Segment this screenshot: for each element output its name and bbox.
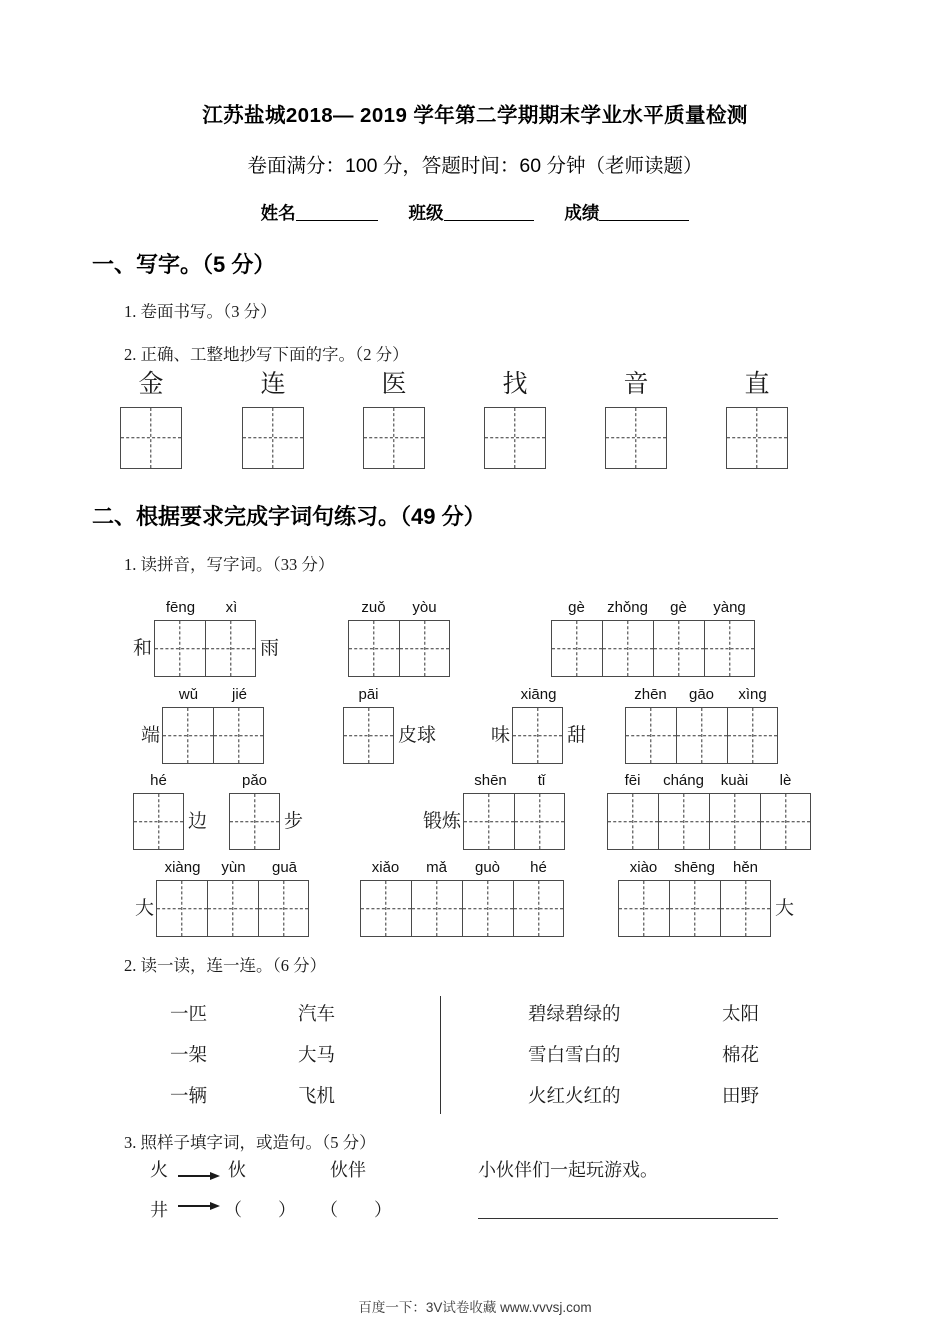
writing-grid-box[interactable]	[512, 707, 563, 764]
pinyin-syllable: yàng	[713, 599, 746, 616]
writing-grid-group[interactable]	[618, 880, 771, 937]
writing-grid-box[interactable]	[463, 793, 514, 850]
writing-grid-box[interactable]	[514, 793, 565, 850]
writing-grid-box[interactable]	[399, 620, 450, 677]
pinyin-syllable: hěn	[732, 859, 759, 876]
match-item[interactable]: 一匹	[170, 1005, 208, 1025]
pinyin-syllable: xì	[225, 599, 238, 616]
arrow-right-icon	[176, 1166, 224, 1182]
copy-character-cell	[605, 372, 667, 469]
pinyin-syllable: xiǎo	[371, 859, 400, 876]
example-sentence: 小伙伴们一起玩游戏。	[478, 1160, 658, 1180]
writing-grid-box[interactable]	[618, 880, 669, 937]
class-blank[interactable]	[444, 206, 534, 221]
pinyin-group	[133, 773, 207, 850]
writing-grid-box[interactable]	[213, 707, 264, 764]
writing-grid-group[interactable]	[156, 880, 309, 937]
pinyin-syllable: gāo	[688, 686, 715, 703]
answer-blank-2[interactable]: （ ）	[320, 1200, 392, 1220]
pinyin-syllable: xìng	[738, 686, 767, 703]
writing-grid-group[interactable]	[551, 620, 755, 677]
class-label: 班级	[408, 203, 444, 223]
score-blank[interactable]	[599, 206, 689, 221]
match-item[interactable]: 汽车	[298, 1005, 336, 1025]
pinyin-group	[141, 686, 265, 764]
writing-grid-group[interactable]	[463, 793, 565, 850]
section-1-item-1: 1. 卷面书写。（3 分）	[124, 302, 277, 321]
section-2-item-2: 2. 读一读，连一连。（6 分）	[124, 956, 327, 975]
pinyin-group	[625, 687, 778, 764]
writing-grid-box[interactable]	[162, 707, 213, 764]
pinyin-labels	[465, 773, 567, 791]
answer-base-char: 井	[150, 1200, 168, 1220]
pinyin-syllable: cháng	[663, 772, 704, 789]
pinyin-group	[491, 686, 587, 764]
context-char-left: 大	[135, 898, 155, 919]
exam-subtitle: 卷面满分：100 分，答题时间：60 分钟（老师读题）	[247, 155, 703, 177]
pinyin-group	[135, 859, 310, 937]
match-item[interactable]: 飞机	[298, 1087, 336, 1107]
writing-grid-box[interactable]	[704, 620, 755, 677]
pinyin-answer-line	[348, 620, 450, 677]
pinyin-syllable: zhǒng	[607, 599, 648, 616]
pinyin-answer-line	[618, 880, 794, 937]
pinyin-syllable: tǐ	[537, 772, 546, 789]
writing-grid-box[interactable]	[343, 707, 394, 764]
match-item[interactable]: 田野	[722, 1087, 760, 1107]
pinyin-group	[229, 773, 303, 850]
context-char-left: 端	[141, 725, 161, 746]
writing-grid-group[interactable]	[343, 707, 394, 764]
pinyin-labels	[551, 600, 755, 618]
name-field[interactable]	[261, 200, 378, 225]
match-right-column-a	[528, 995, 621, 1118]
writing-grid-box[interactable]	[551, 620, 602, 677]
context-char-left: 和	[133, 638, 153, 659]
matching-divider	[440, 996, 441, 1114]
match-item[interactable]: 雪白雪白的	[528, 1046, 621, 1066]
page-footer: 百度一下：3V试卷收藏 www.vvvsj.com	[358, 1300, 592, 1315]
writing-grid-group[interactable]	[512, 707, 563, 764]
pinyin-answer-line	[491, 707, 587, 764]
context-char-left: 味	[491, 725, 511, 746]
pinyin-labels	[343, 687, 436, 705]
match-item[interactable]: 棉花	[722, 1046, 760, 1066]
writing-grid-box[interactable]	[658, 793, 709, 850]
match-left-column-a	[170, 995, 207, 1118]
writing-grid-group[interactable]	[162, 707, 264, 764]
pinyin-labels	[163, 687, 265, 705]
pinyin-syllable: kuài	[720, 772, 749, 789]
name-blank[interactable]	[296, 206, 378, 221]
page-title: 江苏盐城2018— 2019 学年第二学期期末学业水平质量检测	[202, 104, 748, 127]
pinyin-syllable: fēi	[624, 772, 641, 789]
pinyin-labels	[360, 860, 564, 878]
copy-character-glyph: 找	[502, 371, 528, 398]
match-item[interactable]: 一架	[170, 1046, 208, 1066]
writing-grid-box[interactable]	[607, 793, 658, 850]
writing-grid-box[interactable]	[348, 620, 399, 677]
context-char-right: 皮球	[398, 725, 437, 746]
pinyin-answer-line	[133, 620, 280, 677]
pinyin-syllable: gè	[670, 599, 687, 616]
context-char-right: 雨	[260, 638, 280, 659]
section-2-item-3: 3. 照样子填字词，或造句。（5 分）	[124, 1133, 376, 1152]
pinyin-labels	[625, 687, 778, 705]
match-left-column-b	[298, 995, 335, 1118]
pinyin-syllable: gè	[568, 599, 585, 616]
copy-character-cell	[726, 372, 788, 469]
pinyin-syllable: guò	[474, 859, 501, 876]
pinyin-syllable: mǎ	[426, 859, 447, 876]
pinyin-syllable: zuǒ	[361, 599, 386, 616]
writing-grid-group[interactable]	[154, 620, 256, 677]
writing-grid-group[interactable]	[348, 620, 450, 677]
section-1-item-2: 2. 正确、工整地抄写下面的字。（2 分）	[124, 345, 409, 364]
pinyin-answer-line	[343, 707, 436, 764]
pinyin-syllable: wǔ	[178, 686, 199, 703]
pinyin-answer-line	[229, 793, 303, 850]
context-char-right: 大	[775, 898, 795, 919]
writing-grid-box[interactable]	[484, 407, 546, 469]
sentence-answer-line[interactable]	[478, 1218, 778, 1219]
matching-exercise	[0, 995, 950, 1120]
answer-blank-1[interactable]: （ ）	[224, 1200, 296, 1220]
class-field[interactable]	[409, 200, 534, 225]
pinyin-answer-line	[625, 707, 778, 764]
writing-grid-box[interactable]	[363, 407, 425, 469]
writing-grid-box[interactable]	[207, 880, 258, 937]
writing-grid-box[interactable]	[205, 620, 256, 677]
writing-grid-box[interactable]	[360, 880, 411, 937]
pinyin-labels	[607, 773, 811, 791]
section-2-heading: 二、根据要求完成字词句练习。（49 分）	[92, 504, 486, 529]
pinyin-syllable: pāi	[358, 686, 379, 703]
pinyin-group	[348, 600, 450, 677]
context-char-right: 步	[284, 811, 304, 832]
writing-grid-box[interactable]	[605, 407, 667, 469]
writing-grid-box[interactable]	[727, 707, 778, 764]
pinyin-syllable: hé	[530, 859, 547, 876]
writing-grid-box[interactable]	[726, 407, 788, 469]
writing-grid-box[interactable]	[120, 407, 182, 469]
copy-character-cell	[242, 372, 304, 469]
context-char-right: 边	[188, 811, 208, 832]
copy-character-glyph: 音	[623, 371, 649, 398]
pinyin-syllable: yòu	[412, 599, 437, 616]
pinyin-answer-line	[141, 707, 265, 764]
writing-grid-group[interactable]	[625, 707, 778, 764]
section-1-heading: 一、写字。（5 分）	[92, 252, 276, 277]
pinyin-answer-line	[551, 620, 755, 677]
example-base-char: 火	[150, 1160, 168, 1180]
writing-grid-box[interactable]	[154, 620, 205, 677]
pinyin-group	[360, 860, 564, 937]
pinyin-labels	[229, 773, 303, 791]
writing-grid-box[interactable]	[720, 880, 771, 937]
pinyin-group	[133, 599, 280, 677]
writing-grid-box[interactable]	[602, 620, 653, 677]
pinyin-syllable: pǎo	[241, 772, 268, 789]
writing-grid-box[interactable]	[411, 880, 462, 937]
score-label: 成绩	[564, 203, 600, 223]
pinyin-syllable: yùn	[221, 859, 246, 876]
pinyin-labels	[618, 860, 794, 878]
copy-character-cell	[363, 372, 425, 469]
pinyin-syllable: hé	[150, 772, 167, 789]
writing-grid-box[interactable]	[625, 707, 676, 764]
context-char-left: 锻炼	[423, 811, 462, 832]
student-info-line	[0, 200, 950, 225]
writing-grid-group[interactable]	[607, 793, 811, 850]
match-item[interactable]: 太阳	[722, 1005, 760, 1025]
pinyin-syllable: xiào	[629, 859, 658, 876]
pinyin-labels	[157, 860, 310, 878]
pinyin-syllable: xiàng	[164, 859, 201, 876]
pinyin-labels	[155, 600, 279, 618]
writing-grid-group[interactable]	[229, 793, 280, 850]
match-item[interactable]: 一辆	[170, 1087, 208, 1107]
writing-grid-box[interactable]	[156, 880, 207, 937]
writing-grid-box[interactable]	[242, 407, 304, 469]
match-item[interactable]: 大马	[298, 1046, 336, 1066]
copy-character-glyph: 金	[138, 371, 164, 398]
writing-grid-box[interactable]	[669, 880, 720, 937]
copy-character-glyph: 连	[260, 371, 286, 398]
pinyin-group	[551, 600, 755, 677]
pinyin-answer-line	[133, 793, 207, 850]
writing-grid-box[interactable]	[709, 793, 760, 850]
pinyin-answer-line	[607, 793, 811, 850]
pinyin-labels	[348, 600, 450, 618]
pinyin-group	[423, 772, 567, 850]
pinyin-labels	[513, 687, 586, 705]
match-item[interactable]: 火红火红的	[528, 1087, 621, 1107]
pinyin-syllable: lè	[779, 772, 792, 789]
writing-grid-box[interactable]	[676, 707, 727, 764]
writing-grid-box[interactable]	[653, 620, 704, 677]
section-2-item-1: 1. 读拼音，写字词。（33 分）	[124, 555, 335, 574]
pinyin-answer-line	[135, 880, 310, 937]
match-item[interactable]: 碧绿碧绿的	[528, 1005, 621, 1025]
pinyin-syllable: xiāng	[520, 686, 557, 703]
writing-grid-box[interactable]	[760, 793, 811, 850]
writing-grid-box[interactable]	[133, 793, 184, 850]
match-right-column-b	[722, 995, 759, 1118]
example-result-char: 伙	[228, 1160, 246, 1180]
copy-character-cell	[120, 372, 182, 469]
writing-grid-box[interactable]	[229, 793, 280, 850]
writing-grid-box[interactable]	[258, 880, 309, 937]
pinyin-answer-line	[423, 793, 567, 850]
copy-character-glyph: 医	[381, 371, 407, 398]
pinyin-answer-line	[360, 880, 564, 937]
pinyin-group	[618, 860, 794, 937]
pinyin-syllable: zhēn	[634, 686, 667, 703]
pinyin-syllable: jié	[231, 686, 247, 703]
pinyin-group	[343, 687, 436, 764]
writing-grid-box[interactable]	[513, 880, 564, 937]
writing-grid-box[interactable]	[462, 880, 513, 937]
pinyin-syllable: fēng	[165, 599, 196, 616]
copy-character-glyph: 直	[744, 371, 770, 398]
pinyin-syllable: guā	[271, 859, 298, 876]
arrow-right-icon-2	[176, 1198, 224, 1214]
writing-grid-group[interactable]	[133, 793, 184, 850]
writing-grid-group[interactable]	[360, 880, 564, 937]
pinyin-group	[607, 773, 811, 850]
context-char-right: 甜	[567, 725, 587, 746]
copy-character-cell	[484, 372, 546, 469]
pinyin-syllable: shēng	[674, 859, 715, 876]
pinyin-labels	[133, 773, 207, 791]
pinyin-syllable: shēn	[474, 772, 507, 789]
name-label: 姓名	[260, 203, 296, 223]
score-field[interactable]	[564, 200, 689, 225]
example-word: 伙伴	[330, 1160, 366, 1180]
